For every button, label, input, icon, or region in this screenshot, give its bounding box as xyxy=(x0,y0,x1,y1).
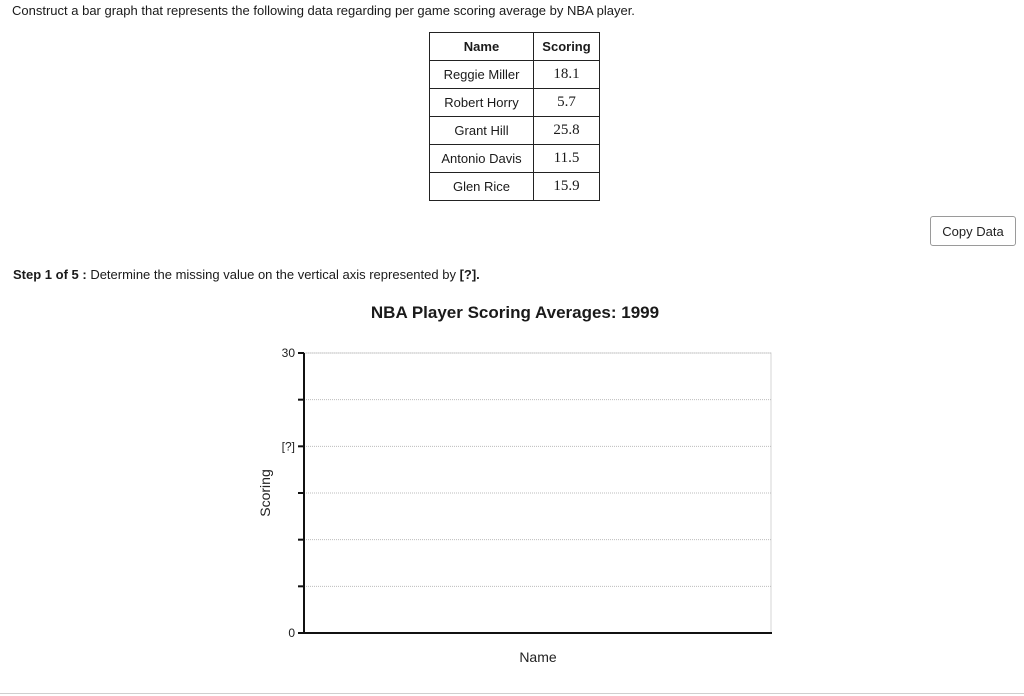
header-name: Name xyxy=(430,33,534,61)
player-name-cell: Robert Horry xyxy=(430,89,534,117)
x-axis-label: Name xyxy=(519,649,557,665)
player-name-cell: Grant Hill xyxy=(430,117,534,145)
player-name-cell: Reggie Miller xyxy=(430,61,534,89)
player-score-cell: 18.1 xyxy=(534,61,600,89)
step-placeholder: [?]. xyxy=(459,267,480,282)
y-tick-label: 30 xyxy=(281,346,295,360)
copy-data-button[interactable]: Copy Data xyxy=(930,216,1016,246)
player-score-cell: 5.7 xyxy=(534,89,600,117)
chart-title: NBA Player Scoring Averages: 1999 xyxy=(370,303,660,322)
step-label: Step 1 of 5 : xyxy=(13,267,87,282)
player-name-cell: Antonio Davis xyxy=(430,145,534,173)
header-scoring: Scoring xyxy=(534,33,600,61)
y-tick-label: [?] xyxy=(281,439,295,454)
y-axis-label: Scoring xyxy=(257,469,273,517)
y-tick-label: 0 xyxy=(288,626,295,640)
player-name-cell: Glen Rice xyxy=(430,173,534,201)
bottom-divider xyxy=(0,693,1024,694)
instruction-text: Construct a bar graph that represents the following data regarding per game scoring average by NBA player. xyxy=(12,3,635,18)
player-score-cell: 25.8 xyxy=(534,117,600,145)
step-text: Determine the missing value on the vertical axis represented by xyxy=(90,267,456,282)
y-axis-ticks xyxy=(282,346,304,640)
player-score-cell: 15.9 xyxy=(534,173,600,201)
player-score-cell: 11.5 xyxy=(534,145,600,173)
